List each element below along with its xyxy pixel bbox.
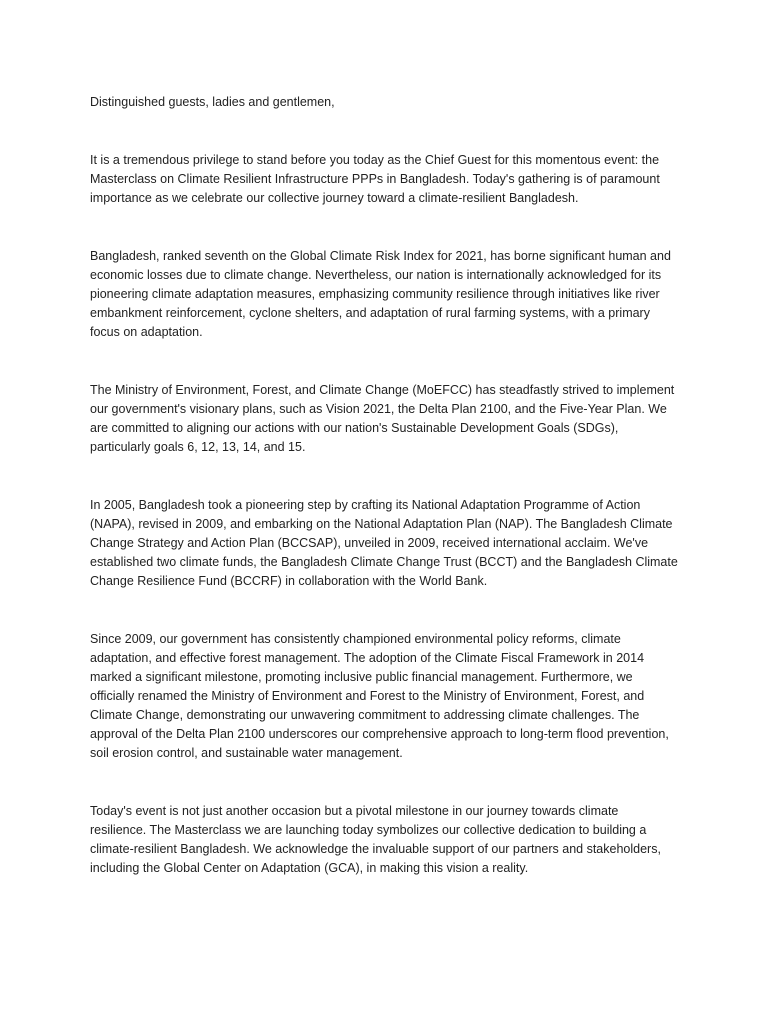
document-page <box>90 93 678 878</box>
salutation: Distinguished guests, ladies and gentlemen, <box>90 95 335 109</box>
paragraph-napa-history: In 2005, Bangladesh took a pioneering step by crafting its National Adaptation Programme of Action (NAPA), revised in 2009, and embarking on the National Adaptation Plan (NAP). The Bangladesh Climate Change Strategy and Action Plan (BCCSAP), unveiled in 2009, received international acclaim. We've established two climate funds, the Bangladesh Climate Change Trust (BCCT) and the Bangladesh Climate Change Resilience Fund (BCCRF) in collaboration with the World Bank. <box>90 498 678 588</box>
paragraph-moefcc: The Ministry of Environment, Forest, and Climate Change (MoEFCC) has steadfastly strived to implement our government's visionary plans, such as Vision 2021, the Delta Plan 2100, and the Five-Year Plan. We are committed to aligning our actions with our nation's Sustainable Development Goals (SDGs), particularly goals 6, 12, 13, 14, and 15. <box>90 383 675 454</box>
paragraph-climate-risk: Bangladesh, ranked seventh on the Global Climate Risk Index for 2021, has borne significant human and economic losses due to climate change. Nevertheless, our nation is internationally acknowledged for its pioneering climate adaptation measures, emphasizing community resilience through initiatives like river embankment reinforcement, cyclone shelters, and adaptation of rural farming systems, with a primary focus on adaptation. <box>90 249 671 339</box>
paragraph-privilege: It is a tremendous privilege to stand before you today as the Chief Guest for this momentous event: the Masterclass on Climate Resilient Infrastructure PPPs in Bangladesh. Today's gathering is of paramount importance as we celebrate our collective journey toward a climate-resilient Bangladesh. <box>90 153 660 205</box>
paragraph-policy-reforms: Since 2009, our government has consistently championed environmental policy reforms, climate adaptation, and effective forest management. The adoption of the Climate Fiscal Framework in 2014 marked a significant milestone, promoting inclusive public financial management. Furthermore, we officially renamed the Ministry of Environment and Forest to the Ministry of Environment, Forest, and Climate Change, demonstrating our unwavering commitment to addressing climate challenges. The approval of the Delta Plan 2100 underscores our comprehensive approach to long-term flood prevention, soil erosion control, and sustainable water management. <box>90 632 669 760</box>
paragraph-masterclass-milestone: Today's event is not just another occasion but a pivotal milestone in our journey towards climate resilience. The Masterclass we are launching today symbolizes our collective dedication to building a climate-resilient Bangladesh. We acknowledge the invaluable support of our partners and stakeholders, including the Global Center on Adaptation (GCA), in making this vision a reality. <box>90 804 661 875</box>
